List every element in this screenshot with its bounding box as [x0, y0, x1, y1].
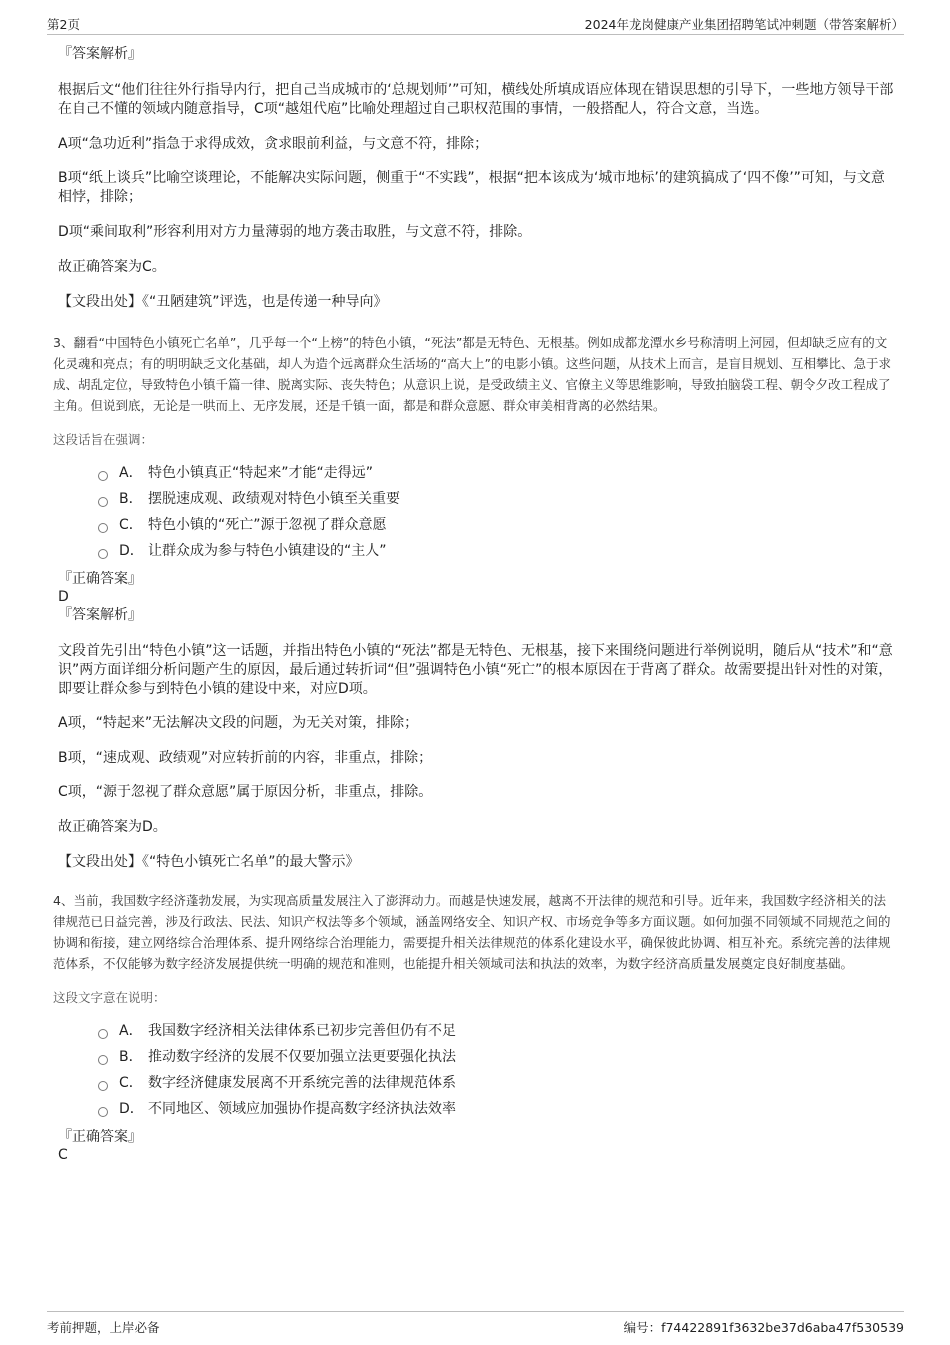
option-b[interactable] — [98, 486, 894, 512]
option-d[interactable] — [98, 1096, 894, 1122]
radio-button-icon[interactable] — [98, 471, 108, 481]
analysis-paragraph: D项“乘间取利”形容利用对方力量薄弱的地方袭击取胜，与文意不符，排除。 — [58, 224, 532, 240]
question-stem: 这段文字意在说明： — [53, 990, 166, 1005]
analysis-conclusion: 故正确答案为D。 — [58, 819, 167, 835]
analysis-paragraph: B项，“速成观、政绩观”对应转折前的内容，非重点，排除； — [58, 750, 433, 766]
radio-button-icon[interactable] — [98, 523, 108, 533]
option-a[interactable] — [98, 460, 894, 486]
options-list — [98, 460, 894, 564]
option-text: 特色小镇的“死亡”源于忽视了群众意愿 — [148, 517, 387, 533]
option-b[interactable] — [98, 1044, 894, 1070]
page-footer — [47, 1311, 904, 1336]
option-a[interactable] — [98, 1018, 894, 1044]
option-letter: B． — [119, 491, 143, 507]
option-text: 让群众成为参与特色小镇建设的“主人” — [148, 543, 387, 559]
analysis-paragraph: A项，“特起来”无法解决文段的问题，为无关对策，排除； — [58, 715, 419, 731]
option-text: 推动数字经济的发展不仅要加强立法更要强化执法 — [148, 1049, 456, 1065]
radio-button-icon[interactable] — [98, 1055, 108, 1065]
analysis-paragraph: A项“急功近利”指急于求得成效，贪求眼前利益，与文意不符，排除； — [58, 136, 489, 152]
option-letter: A． — [119, 1023, 143, 1039]
analysis-paragraph: 文段首先引出“特色小镇”这一话题，并指出特色小镇的“死法”都是无特色、无根基，接下来围绕问题进行举例说明，随后从“技术”和“意识”两方面详细分析问题产生的原因，最后通过转折词“但”强调特色小镇“死亡”的根本原因在于背离了群众。故需要提出针对性的对策，即要让群众参与到特色小镇的建设中来，对应D项。 — [58, 643, 893, 697]
option-text: 特色小镇真正“特起来”才能“走得远” — [148, 465, 374, 481]
option-c[interactable] — [98, 512, 894, 538]
option-text: 我国数字经济相关法律体系已初步完善但仍有不足 — [148, 1023, 456, 1039]
analysis-paragraph: 根据后文“他们往往外行指导内行，把自己当成城市的‘总规划师’”可知，横线处所填成语应体现在错误思想的引导下，一些地方领导干部在自己不懂的领域内随意指导，C项“越俎代庖”比喻处理超过自己职权范围的事情，一般搭配人，符合文意，当选。 — [58, 82, 894, 117]
correct-answer-label: 『正确答案』 — [58, 571, 142, 587]
question-stem: 这段话旨在强调： — [53, 432, 154, 447]
option-letter: C． — [119, 1075, 143, 1091]
radio-button-icon[interactable] — [98, 497, 108, 507]
option-d[interactable] — [98, 538, 894, 564]
option-letter: C． — [119, 517, 143, 533]
question-text: 3、翻看“中国特色小镇死亡名单”，几乎每一个“上榜”的特色小镇，“死法”都是无特色、无根基。例如成都龙潭水乡号称清明上河园，但却缺乏应有的文化灵魂和亮点；有的明明缺乏文化基础，却人为造个远离群众生活场的“高大上”的电影小镇。这些问题，从技术上而言，是盲目规划、互相攀比、急于求成、胡乱定位，导致特色小镇千篇一律、脱离实际、丧失特色；从意识上说，是受政绩主义、官僚主义等思维影响，导致拍脑袋工程、朝令夕改工程成了主角。但说到底，无论是一哄而上、无序发展，还是千镇一面，都是和群众意愿、群众审美相背离的必然结果。 — [53, 335, 891, 413]
radio-button-icon[interactable] — [98, 549, 108, 559]
analysis-conclusion: 故正确答案为C。 — [58, 259, 166, 275]
options-list — [98, 1018, 894, 1122]
page-content — [53, 44, 894, 1164]
source-citation: 【文段出处】《“特色小镇死亡名单”的最大警示》 — [58, 854, 360, 870]
option-text: 不同地区、领域应加强协作提高数字经济执法效率 — [148, 1101, 456, 1117]
analysis-label: 『答案解析』 — [58, 607, 142, 623]
analysis-paragraph: C项，“源于忽视了群众意愿”属于原因分析，非重点，排除。 — [58, 784, 433, 800]
option-letter: D． — [119, 543, 144, 559]
option-text: 摆脱速成观、政绩观对特色小镇至关重要 — [148, 491, 400, 507]
question-text: 4、当前，我国数字经济蓬勃发展，为实现高质量发展注入了澎湃动力。而越是快速发展，越离不开法律的规范和引导。近年来，我国数字经济相关的法律规范已日益完善，涉及行政法、民法、知识产权法等多个领域，涵盖网络安全、知识产权、市场竞争等多方面议题。如何加强不同领域不同规范之间的协调和衔接，建立网络综合治理体系、提升网络综合治理能力，需要提升相关法律规范的体系化建设水平，确保彼此协调、相互补充。系统完善的法律规范体系，不仅能够为数字经济发展提供统一明确的规范和准则，也能提升相关领域司法和执法的效率，为数字经济高质量发展奠定良好制度基础。 — [53, 893, 891, 971]
document-title: 2024年龙岗健康产业集团招聘笔试冲刺题（带答案解析） — [584, 17, 904, 32]
correct-answer: D — [58, 589, 69, 605]
radio-button-icon[interactable] — [98, 1081, 108, 1091]
correct-answer-label: 『正确答案』 — [58, 1129, 142, 1145]
page-header — [47, 12, 904, 35]
option-text: 数字经济健康发展离不开系统完善的法律规范体系 — [148, 1075, 456, 1091]
page-number: 第2页 — [47, 17, 80, 32]
radio-button-icon[interactable] — [98, 1029, 108, 1039]
correct-answer: C — [58, 1147, 68, 1163]
analysis-paragraph: B项“纸上谈兵”比喻空谈理论，不能解决实际问题，侧重于“不实践”，根据“把本该成为‘城市地标’的建筑搞成了‘四不像’”可知，与文意相悖，排除； — [58, 170, 885, 205]
option-letter: B． — [119, 1049, 143, 1065]
option-c[interactable] — [98, 1070, 894, 1096]
document-id: 编号：f74422891f3632be37d6aba47f530539 — [623, 1320, 904, 1335]
analysis-label: 『答案解析』 — [58, 46, 142, 62]
option-letter: D． — [119, 1101, 144, 1117]
footer-slogan: 考前押题，上岸必备 — [47, 1320, 160, 1335]
option-letter: A． — [119, 465, 143, 481]
source-citation: 【文段出处】《“丑陋建筑”评选，也是传递一种导向》 — [58, 294, 388, 310]
radio-button-icon[interactable] — [98, 1107, 108, 1117]
